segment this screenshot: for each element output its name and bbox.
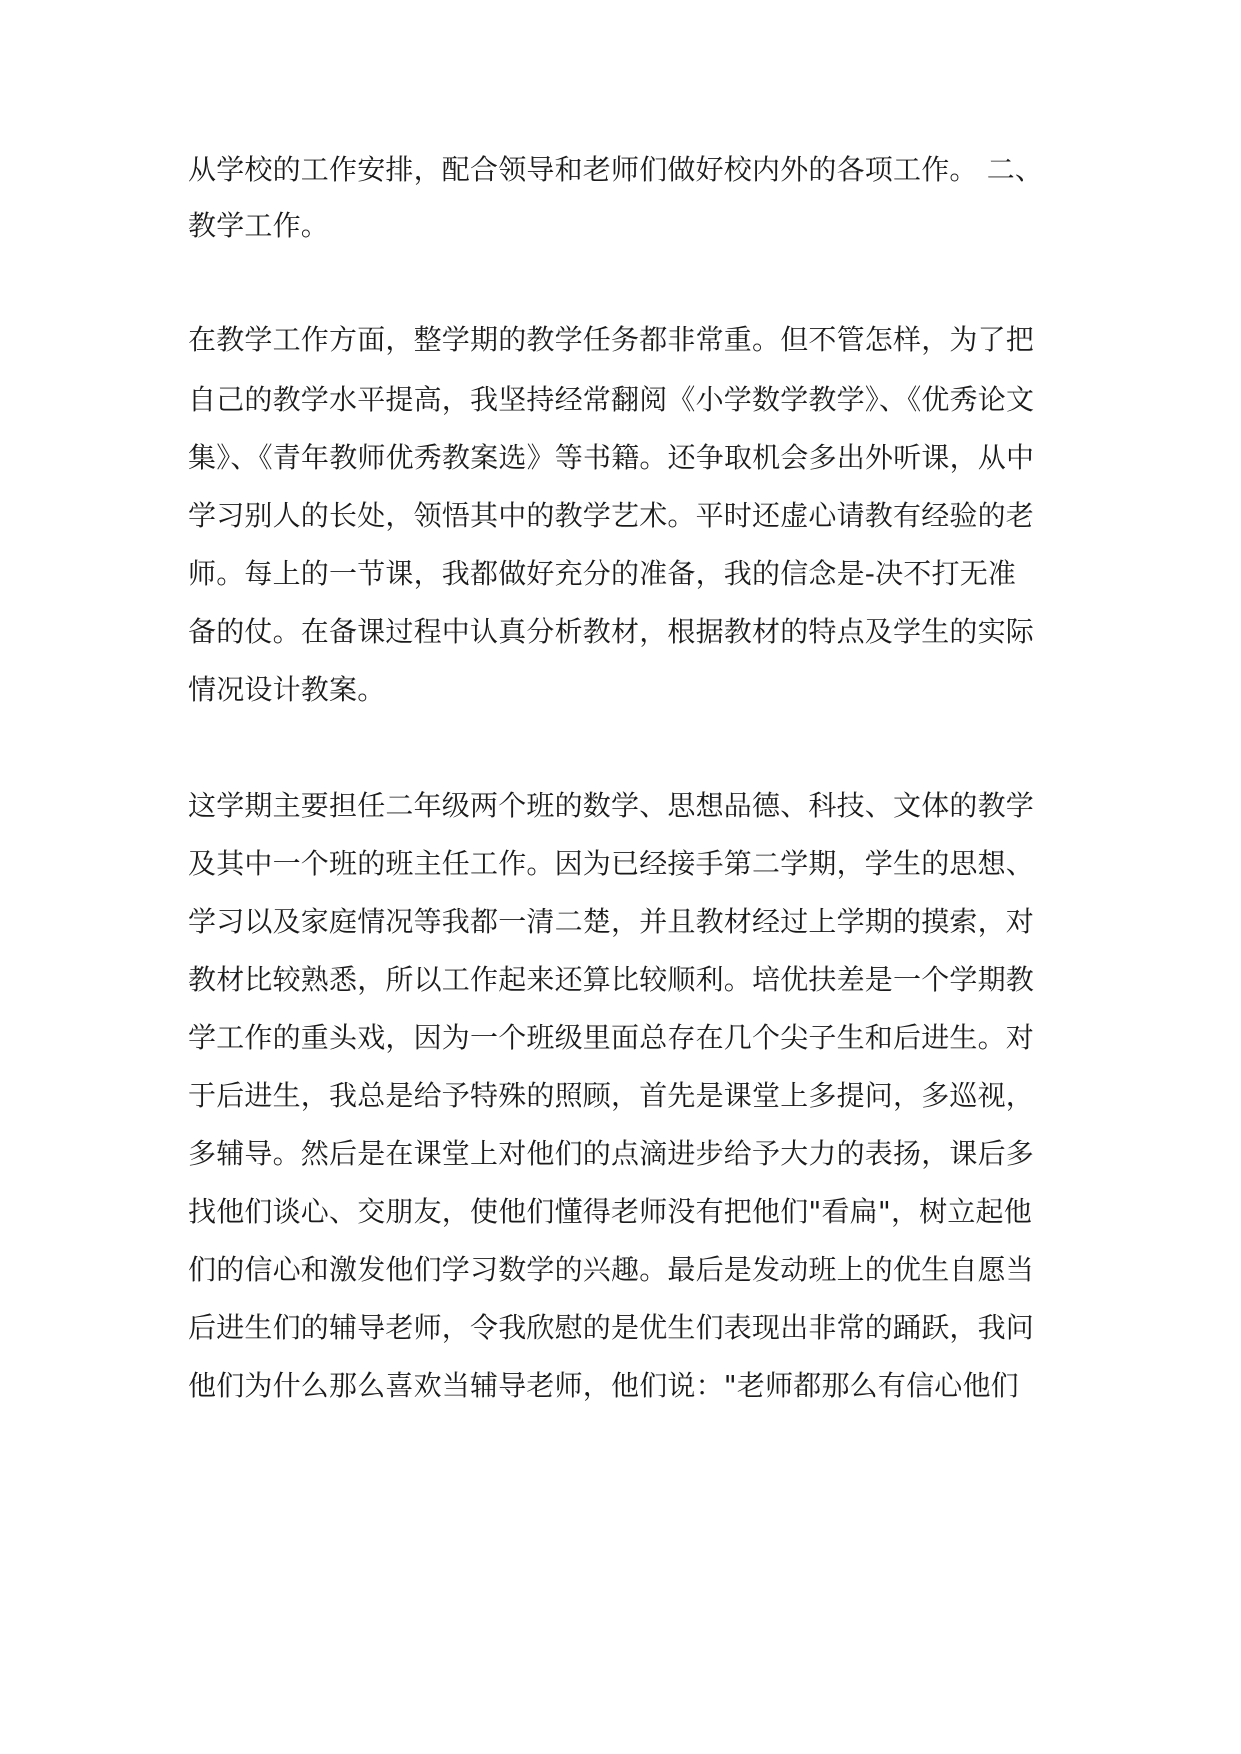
paragraph-2-line-1: 在教学工作方面，整学期的教学任务都非常重。但不管怎样，为了把 [188, 323, 1035, 356]
paragraph-2-line-6: 备的仗。在备课过程中认真分析教材，根据教材的特点及学生的实际 [188, 615, 1035, 648]
paragraph-3-line-11: 他们为什么那么喜欢当辅导老师，他们说："老师都那么有信心他们 [188, 1369, 1019, 1402]
paragraph-2-line-4: 学习别人的长处，领悟其中的教学艺术。平时还虚心请教有经验的老 [188, 499, 1035, 532]
paragraph-3-line-6: 于后进生，我总是给予特殊的照顾，首先是课堂上多提问，多巡视， [188, 1079, 1035, 1112]
paragraph-3-line-3: 学习以及家庭情况等我都一清二楚，并且教材经过上学期的摸索，对 [188, 905, 1035, 938]
paragraph-2-line-5: 师。每上的一节课，我都做好充分的准备，我的信念是-决不打无准 [188, 557, 1017, 590]
paragraph-3-line-10: 后进生们的辅导老师，令我欣慰的是优生们表现出非常的踊跃，我问 [188, 1311, 1035, 1344]
paragraph-2-line-2: 自己的教学水平提高，我坚持经常翻阅《小学数学教学》、《优秀论文 [188, 383, 1035, 416]
paragraph-3-line-5: 学工作的重头戏，因为一个班级里面总存在几个尖子生和后进生。对 [188, 1021, 1035, 1054]
paragraph-2-line-3: 集》、《青年教师优秀教案选》等书籍。还争取机会多出外听课，从中 [188, 441, 1035, 474]
paragraph-3-line-4: 教材比较熟悉，所以工作起来还算比较顺利。培优扶差是一个学期教 [188, 963, 1035, 996]
paragraph-3-line-7: 多辅导。然后是在课堂上对他们的点滴进步给予大力的表扬，课后多 [188, 1137, 1035, 1170]
paragraph-1-line-2: 教学工作。 [188, 209, 330, 242]
paragraph-3-line-1: 这学期主要担任二年级两个班的数学、思想品德、科技、文体的教学 [188, 789, 1035, 822]
paragraph-3-line-8: 找他们谈心、交朋友，使他们懂得老师没有把他们"看扁"，树立起他 [188, 1195, 1032, 1228]
paragraph-2-line-7: 情况设计教案。 [188, 673, 386, 706]
paragraph-1-line-1: 从学校的工作安排，配合领导和老师们做好校内外的各项工作。 二、 [188, 153, 1044, 186]
paragraph-3-line-9: 们的信心和激发他们学习数学的兴趣。最后是发动班上的优生自愿当 [188, 1253, 1035, 1286]
paragraph-3-line-2: 及其中一个班的班主任工作。因为已经接手第二学期，学生的思想、 [188, 847, 1035, 880]
